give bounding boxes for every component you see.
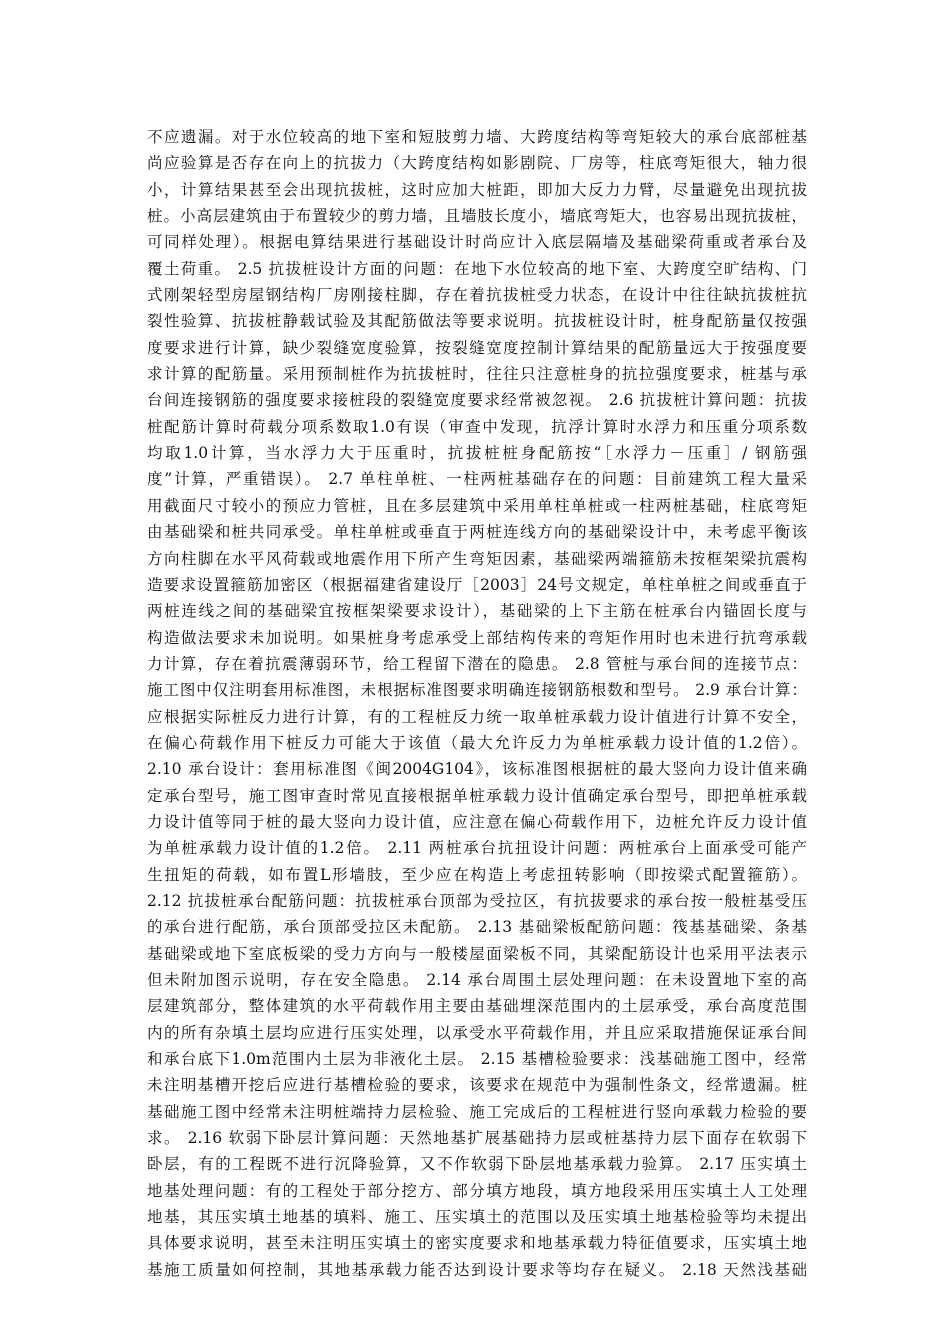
text-line: 未注明基槽开挖后应进行基槽检验的要求，该要求在规范中为强制性条文，经常遗漏。桩 bbox=[147, 1076, 807, 1095]
text-line: 桩。小高层建筑由于布置较少的剪力墙，且墙肢长度小，墙底弯矩大，也容易出现抗拔桩， bbox=[147, 207, 807, 226]
text-line: 裂性验算、抗拔桩静载试验及其配筋做法等要求说明。抗拔桩设计时，桩身配筋量仅按强 bbox=[147, 312, 807, 331]
text-line: 层建筑部分，整体建筑的水平荷载作用主要由基础埋深范围内的土层承受，承台高度范围 bbox=[147, 997, 807, 1016]
text-line: 尚应验算是否存在向上的抗拔力（大跨度结构如影剧院、厂房等，柱底弯矩很大，轴力很 bbox=[147, 154, 807, 173]
text-line: 施工图中仅注明套用标准图，未根据标准图要求明确连接钢筋根数和型号。 2.9 承台计算： bbox=[147, 681, 807, 700]
text-line: 构造做法要求未加说明。如果桩身考虑承受上部结构传来的弯矩作用时也未进行抗弯承载 bbox=[147, 628, 807, 647]
text-line: 但未附加图示说明，存在安全隐患。 2.14 承台周围土层处理问题：在未设置地下室的高 bbox=[147, 971, 807, 989]
text-line: 可同样处理）。根据电算结果进行基础设计时尚应计入底层隔墙及基础梁荷重或者承台及 bbox=[147, 233, 807, 252]
text-line: 求。 2.16 软弱下卧层计算问题：天然地基扩展基础持力层或桩基持力层下面存在软弱下 bbox=[147, 1129, 807, 1148]
text-line: 具体要求说明，甚至未注明压实填土的密实度要求和地基承载力特征值要求，压实填土地 bbox=[147, 1234, 807, 1253]
text-line: 式刚架轻型房屋钢结构厂房刚接柱脚，存在着抗拔桩受力状态，在设计中往往缺抗拔桩抗 bbox=[147, 286, 807, 305]
text-line: 地基，其压实填土地基的填料、施工、压实填土的范围以及压实填土地基检验等均未提出 bbox=[147, 1208, 807, 1227]
text-line: 应根据实际桩反力进行计算，有的工程桩反力统一取单桩承载力设计值进行计算不安全， bbox=[147, 707, 807, 726]
text-line: 和承台底下1.0m范围内土层为非液化土层。 2.15 基槽检验要求：浅基础施工图中，经常 bbox=[147, 1050, 807, 1069]
text-line: 用截面尺寸较小的预应力管桩，且在多层建筑中采用单柱单桩或一柱两桩基础，柱底弯矩 bbox=[147, 496, 807, 515]
text-line: 求计算的配筋量。采用预制桩作为抗拔桩时，往往只注意桩身的抗拉强度要求，桩基与承 bbox=[147, 365, 807, 384]
text-line: 为单桩承载力设计值的1.2倍。 2.11 两桩承台抗扭设计问题：两桩承台上面承受可能产 bbox=[147, 839, 807, 858]
text-line: 基础施工图中经常未注明桩端持力层检验、施工完成后的工程桩进行竖向承载力检验的要 bbox=[147, 1102, 807, 1121]
text-line: 2.10 承台设计：套用标准图《闽2004G104》，该标准图根据桩的最大竖向力设计值来确 bbox=[147, 760, 807, 779]
text-line: 两桩连线之间的基础梁宜按框架梁要求设计），基础梁的上下主筋在桩承台内锚固长度与 bbox=[147, 602, 807, 621]
text-line: 内的所有杂填土层均应进行压实处理，以承受水平荷载作用，并且应采取措施保证承台间 bbox=[147, 1023, 807, 1042]
text-line: 均取1.0计算，当水浮力大于压重时，抗拔桩桩身配筋按“［水浮力－压重］/ 钢筋强 bbox=[147, 444, 807, 463]
text-line: 造要求设置箍筋加密区（根据福建省建设厅［2003］24号文规定，单柱单桩之间或垂直于 bbox=[147, 575, 807, 594]
text-line: 卧层，有的工程既不进行沉降验算，又不作软弱下卧层地基承载力验算。 2.17 压实填土 bbox=[147, 1155, 807, 1174]
text-line: 桩配筋计算时荷载分项系数取1.0有误（审查中发现，抗浮计算时水浮力和压重分项系数 bbox=[147, 417, 807, 436]
text-line: 由基础梁和桩共同承受。单柱单桩或垂直于两桩连线方向的基础梁设计中，未考虑平衡该 bbox=[147, 523, 807, 542]
text-line: 力设计值等同于桩的最大竖向力设计值，应注意在偏心荷载作用下，边桩允许反力设计值 bbox=[147, 812, 807, 831]
text-line: 台间连接钢筋的强度要求接桩段的裂缝宽度要求经常被忽视。 2.6 抗拔桩计算问题：抗拔 bbox=[147, 391, 807, 410]
text-line: 的承台进行配筋，承台顶部受拉区未配筋。 2.13 基础梁板配筋问题：筏基基础梁、条基 bbox=[147, 918, 807, 937]
text-line: 度”计算，严重错误）。 2.7 单柱单桩、一柱两桩基础存在的问题：目前建筑工程大量采 bbox=[147, 470, 807, 489]
text-line: 基础梁或地下室底板梁的受力方向与一般楼屋面梁板不同，其梁配筋设计也采用平法表示 bbox=[147, 944, 807, 963]
text-line: 小，计算结果甚至会出现抗拔桩，这时应加大桩距，即加大反力力臂，尽量避免出现抗拔 bbox=[147, 180, 807, 199]
body-paragraph bbox=[147, 124, 807, 1283]
text-line: 度要求进行计算，缺少裂缝宽度验算，按裂缝宽度控制计算结果的配筋量远大于按强度要 bbox=[147, 338, 807, 357]
text-line: 不应遗漏。对于水位较高的地下室和短肢剪力墙、大跨度结构等弯矩较大的承台底部桩基 bbox=[147, 128, 807, 146]
text-line: 生扭矩的荷载，如布置L形墙肢，至少应在构造上考虑扭转影响（即按梁式配置箍筋）。 bbox=[147, 865, 807, 884]
text-line: 在偏心荷载作用下桩反力可能大于该值（最大允许反力为单桩承载力设计值的1.2倍）。 bbox=[147, 733, 807, 752]
text-line: 覆土荷重。 2.5 抗拔桩设计方面的问题：在地下水位较高的地下室、大跨度空旷结构、门 bbox=[147, 259, 807, 278]
text-line: 方向柱脚在水平风荷载或地震作用下所产生弯矩因素，基础梁两端箍筋未按框架梁抗震构 bbox=[147, 549, 807, 568]
text-line: 地基处理问题：有的工程处于部分挖方、部分填方地段，填方地段采用压实填土人工处理 bbox=[147, 1181, 807, 1200]
text-line: 定承台型号，施工图审查时常见直接根据单桩承载力设计值确定承台型号，即把单桩承载 bbox=[147, 786, 807, 805]
text-line: 力计算，存在着抗震薄弱环节，给工程留下潜在的隐患。 2.8 管桩与承台间的连接节点： bbox=[147, 654, 807, 673]
text-line: 基施工质量如何控制，其地基承载力能否达到设计要求等均存在疑义。 2.18 天然浅基础 bbox=[147, 1260, 807, 1279]
text-line: 2.12 抗拔桩承台配筋问题：抗拔桩承台顶部为受拉区，有抗拔要求的承台按一般桩基受压 bbox=[147, 891, 807, 910]
